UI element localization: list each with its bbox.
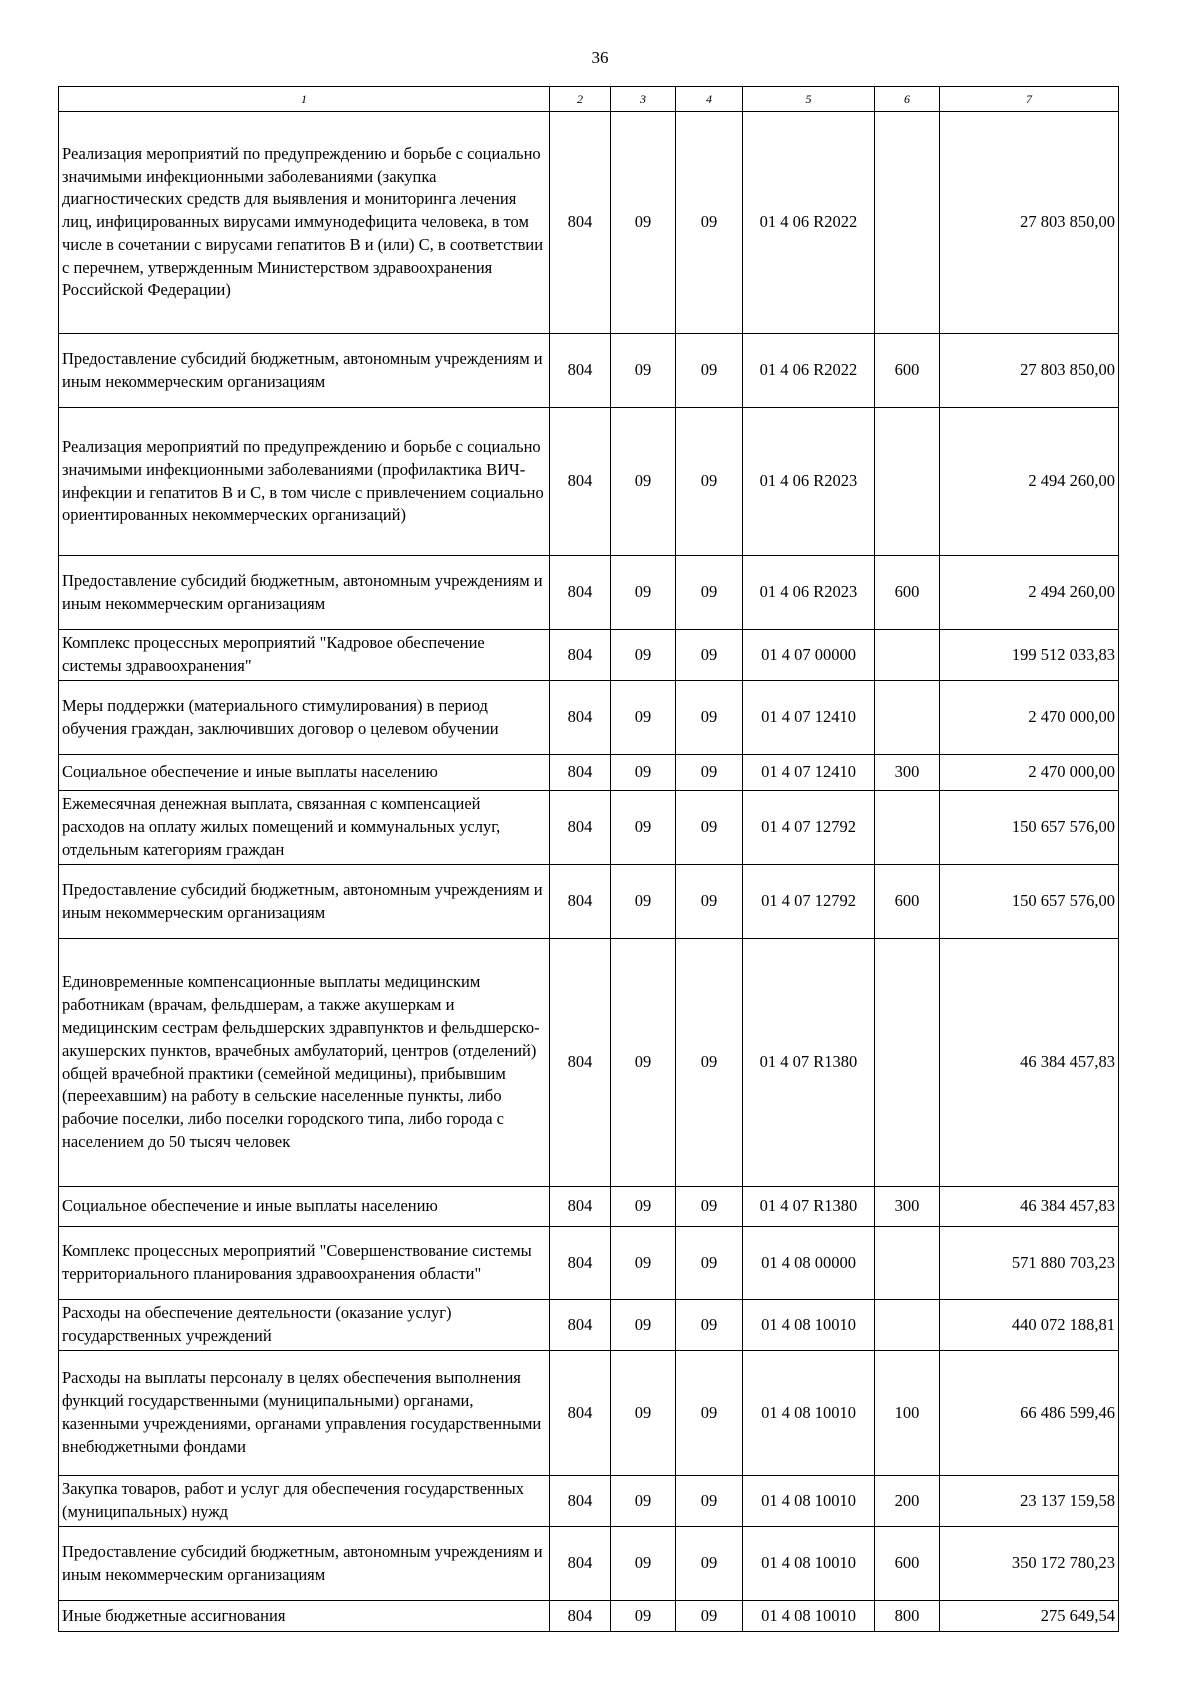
expense-type-code: 200 — [875, 1476, 940, 1527]
budget-item-name: Реализация мероприятий по предупреждению и борьбе с социально значимыми инфекционными заболеваниями (профилактика ВИЧ-инфекции и гепатитов B и C, в том числе с привлечением социально ориентированных некоммерческих организаций) — [59, 408, 550, 556]
budget-item-name: Реализация мероприятий по предупреждению и борьбе с социально значимыми инфекционными заболеваниями (закупка диагностических средств для выявления и мониторинга лечения лиц, инфицированных вирусами иммунодефицита человека, в том числе в сочетании с вирусами гепатитов B и (или) C, в соответствии с перечнем, утвержденным Министерством здравоохранения Российской Федерации) — [59, 112, 550, 334]
table-row — [59, 408, 1119, 556]
ministry-code: 804 — [550, 939, 611, 1187]
ministry-code: 804 — [550, 1601, 611, 1632]
expense-type-code: 800 — [875, 1601, 940, 1632]
table-row — [59, 556, 1119, 630]
subsection-code: 09 — [676, 1300, 743, 1351]
expense-type-code — [875, 939, 940, 1187]
section-code: 09 — [611, 939, 676, 1187]
expense-type-code — [875, 408, 940, 556]
amount-value: 2 494 260,00 — [940, 556, 1119, 630]
table-row — [59, 630, 1119, 681]
target-item-code: 01 4 07 R1380 — [743, 939, 875, 1187]
ministry-code: 804 — [550, 1300, 611, 1351]
subsection-code: 09 — [676, 865, 743, 939]
section-code: 09 — [611, 408, 676, 556]
subsection-code: 09 — [676, 1227, 743, 1300]
section-code: 09 — [611, 112, 676, 334]
section-code: 09 — [611, 755, 676, 791]
amount-value: 2 494 260,00 — [940, 408, 1119, 556]
amount-value: 571 880 703,23 — [940, 1227, 1119, 1300]
expense-type-code: 300 — [875, 1187, 940, 1227]
section-code: 09 — [611, 1527, 676, 1601]
page-number: 36 — [591, 48, 609, 67]
amount-value: 199 512 033,83 — [940, 630, 1119, 681]
section-code: 09 — [611, 791, 676, 865]
section-code: 09 — [611, 1476, 676, 1527]
column-header: 2 — [550, 87, 611, 112]
column-header: 5 — [743, 87, 875, 112]
ministry-code: 804 — [550, 556, 611, 630]
ministry-code: 804 — [550, 865, 611, 939]
budget-item-name: Социальное обеспечение и иные выплаты населению — [59, 1187, 550, 1227]
table-row — [59, 1476, 1119, 1527]
budget-item-name: Предоставление субсидий бюджетным, автономным учреждениям и иным некоммерческим организациям — [59, 1527, 550, 1601]
budget-item-name: Социальное обеспечение и иные выплаты населению — [59, 755, 550, 791]
amount-value: 23 137 159,58 — [940, 1476, 1119, 1527]
section-code: 09 — [611, 681, 676, 755]
ministry-code: 804 — [550, 1227, 611, 1300]
ministry-code: 804 — [550, 1476, 611, 1527]
expense-type-code — [875, 791, 940, 865]
ministry-code: 804 — [550, 408, 611, 556]
subsection-code: 09 — [676, 1187, 743, 1227]
section-code: 09 — [611, 1187, 676, 1227]
target-item-code: 01 4 07 12410 — [743, 681, 875, 755]
budget-item-name: Предоставление субсидий бюджетным, автономным учреждениям и иным некоммерческим организациям — [59, 865, 550, 939]
amount-value: 2 470 000,00 — [940, 755, 1119, 791]
section-code: 09 — [611, 556, 676, 630]
column-header: 1 — [59, 87, 550, 112]
column-header: 4 — [676, 87, 743, 112]
target-item-code: 01 4 08 10010 — [743, 1351, 875, 1476]
budget-item-name: Комплекс процессных мероприятий "Кадровое обеспечение системы здравоохранения" — [59, 630, 550, 681]
ministry-code: 804 — [550, 755, 611, 791]
target-item-code: 01 4 08 10010 — [743, 1601, 875, 1632]
table-row — [59, 1527, 1119, 1601]
expense-type-code — [875, 1300, 940, 1351]
subsection-code: 09 — [676, 791, 743, 865]
section-code: 09 — [611, 630, 676, 681]
table-row — [59, 334, 1119, 408]
ministry-code: 804 — [550, 112, 611, 334]
expense-type-code: 600 — [875, 1527, 940, 1601]
budget-item-name: Предоставление субсидий бюджетным, автономным учреждениям и иным некоммерческим организациям — [59, 334, 550, 408]
subsection-code: 09 — [676, 334, 743, 408]
table-row — [59, 1601, 1119, 1632]
section-code: 09 — [611, 334, 676, 408]
table-row — [59, 112, 1119, 334]
target-item-code: 01 4 08 10010 — [743, 1300, 875, 1351]
target-item-code: 01 4 06 R2022 — [743, 334, 875, 408]
table-row — [59, 681, 1119, 755]
expense-type-code: 600 — [875, 334, 940, 408]
subsection-code: 09 — [676, 755, 743, 791]
table-row — [59, 939, 1119, 1187]
amount-value: 350 172 780,23 — [940, 1527, 1119, 1601]
budget-item-name: Расходы на обеспечение деятельности (оказание услуг) государственных учреждений — [59, 1300, 550, 1351]
column-header: 7 — [940, 87, 1119, 112]
target-item-code: 01 4 06 R2023 — [743, 556, 875, 630]
budget-item-name: Предоставление субсидий бюджетным, автономным учреждениям и иным некоммерческим организациям — [59, 556, 550, 630]
column-header: 6 — [875, 87, 940, 112]
table-row — [59, 1187, 1119, 1227]
budget-item-name: Иные бюджетные ассигнования — [59, 1601, 550, 1632]
section-code: 09 — [611, 1351, 676, 1476]
ministry-code: 804 — [550, 681, 611, 755]
expense-type-code: 600 — [875, 865, 940, 939]
subsection-code: 09 — [676, 681, 743, 755]
subsection-code: 09 — [676, 1351, 743, 1476]
budget-item-name: Комплекс процессных мероприятий "Совершенствование системы территориального планирования здравоохранения области" — [59, 1227, 550, 1300]
amount-value: 46 384 457,83 — [940, 939, 1119, 1187]
target-item-code: 01 4 08 00000 — [743, 1227, 875, 1300]
expense-type-code — [875, 112, 940, 334]
subsection-code: 09 — [676, 556, 743, 630]
table-header-row — [59, 87, 1119, 112]
target-item-code: 01 4 07 12410 — [743, 755, 875, 791]
subsection-code: 09 — [676, 1476, 743, 1527]
target-item-code: 01 4 07 12792 — [743, 791, 875, 865]
budget-item-name: Единовременные компенсационные выплаты медицинским работникам (врачам, фельдшерам, а также акушеркам и медицинским сестрам фельдшерских здравпунктов и фельдшерско-акушерских пунктов, врачебных амбулаторий, центров (отделений) общей врачебной практики (семейной медицины), прибывшим (переехавшим) на работу в сельские населенные пункты, либо рабочие поселки, либо поселки городского типа, либо города с населением до 50 тысяч человек — [59, 939, 550, 1187]
ministry-code: 804 — [550, 1187, 611, 1227]
table-row — [59, 755, 1119, 791]
section-code: 09 — [611, 1601, 676, 1632]
target-item-code: 01 4 07 00000 — [743, 630, 875, 681]
expense-type-code — [875, 681, 940, 755]
expense-type-code: 600 — [875, 556, 940, 630]
target-item-code: 01 4 08 10010 — [743, 1527, 875, 1601]
budget-item-name: Закупка товаров, работ и услуг для обеспечения государственных (муниципальных) нужд — [59, 1476, 550, 1527]
budget-table — [58, 86, 1119, 1632]
budget-item-name: Расходы на выплаты персоналу в целях обеспечения выполнения функций государственными (муниципальными) органами, казенными учреждениями, органами управления государственными внебюджетными фондами — [59, 1351, 550, 1476]
expense-type-code — [875, 630, 940, 681]
amount-value: 440 072 188,81 — [940, 1300, 1119, 1351]
ministry-code: 804 — [550, 791, 611, 865]
section-code: 09 — [611, 1227, 676, 1300]
budget-item-name: Ежемесячная денежная выплата, связанная с компенсацией расходов на оплату жилых помещений и коммунальных услуг, отдельным категориям граждан — [59, 791, 550, 865]
subsection-code: 09 — [676, 408, 743, 556]
amount-value: 275 649,54 — [940, 1601, 1119, 1632]
target-item-code: 01 4 06 R2023 — [743, 408, 875, 556]
amount-value: 27 803 850,00 — [940, 334, 1119, 408]
ministry-code: 804 — [550, 1351, 611, 1476]
expense-type-code: 300 — [875, 755, 940, 791]
section-code: 09 — [611, 1300, 676, 1351]
amount-value: 46 384 457,83 — [940, 1187, 1119, 1227]
amount-value: 66 486 599,46 — [940, 1351, 1119, 1476]
amount-value: 150 657 576,00 — [940, 865, 1119, 939]
subsection-code: 09 — [676, 1527, 743, 1601]
table-row — [59, 1300, 1119, 1351]
amount-value: 27 803 850,00 — [940, 112, 1119, 334]
ministry-code: 804 — [550, 334, 611, 408]
target-item-code: 01 4 07 R1380 — [743, 1187, 875, 1227]
target-item-code: 01 4 08 10010 — [743, 1476, 875, 1527]
target-item-code: 01 4 06 R2022 — [743, 112, 875, 334]
subsection-code: 09 — [676, 112, 743, 334]
amount-value: 150 657 576,00 — [940, 791, 1119, 865]
table-row — [59, 1227, 1119, 1300]
section-code: 09 — [611, 865, 676, 939]
subsection-code: 09 — [676, 630, 743, 681]
ministry-code: 804 — [550, 1527, 611, 1601]
table-row — [59, 791, 1119, 865]
table-row — [59, 1351, 1119, 1476]
table-row — [59, 865, 1119, 939]
expense-type-code — [875, 1227, 940, 1300]
subsection-code: 09 — [676, 1601, 743, 1632]
expense-type-code: 100 — [875, 1351, 940, 1476]
amount-value: 2 470 000,00 — [940, 681, 1119, 755]
budget-item-name: Меры поддержки (материального стимулирования) в период обучения граждан, заключивших договор о целевом обучении — [59, 681, 550, 755]
ministry-code: 804 — [550, 630, 611, 681]
column-header: 3 — [611, 87, 676, 112]
target-item-code: 01 4 07 12792 — [743, 865, 875, 939]
subsection-code: 09 — [676, 939, 743, 1187]
